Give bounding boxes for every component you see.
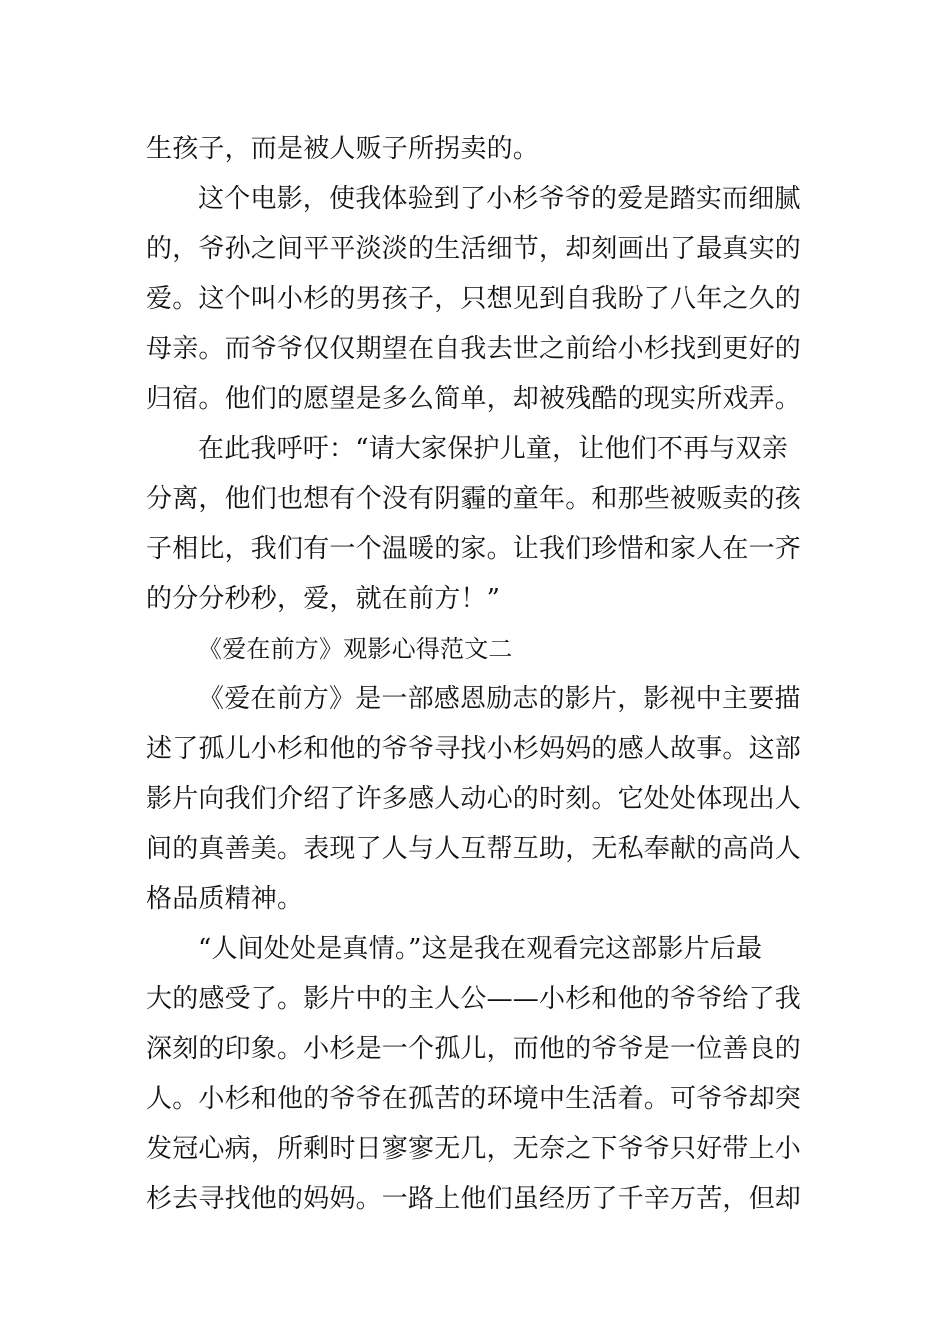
- text-line: 归宿。他们的愿望是多么简单，却被残酷的现实所戏弄。: [146, 384, 802, 414]
- text-line: 深刻的印象。小杉是一个孤儿，而他的爷爷是一位善良的: [146, 1034, 802, 1064]
- text-line: 影片向我们介绍了许多感人动心的时刻。它处处体现出人: [146, 784, 802, 814]
- paragraph-start-line: 这个电影，使我体验到了小杉爷爷的爱是踏实而细腻: [198, 184, 801, 214]
- text-line: 发冠心病，所剩时日寥寥无几，无奈之下爷爷只好带上小: [146, 1134, 802, 1164]
- text-line: 爱。这个叫小杉的男孩子，只想见到自我盼了八年之久的: [146, 284, 802, 314]
- text-line: 述了孤儿小杉和他的爷爷寻找小杉妈妈的感人故事。这部: [146, 734, 802, 764]
- paragraph-start-line: “人间处处是真情。”这是我在观看完这部影片后最: [198, 934, 763, 964]
- text-line: 大的感受了。影片中的主人公——小杉和他的爷爷给了我: [146, 984, 802, 1014]
- paragraph-start-line: 《爱在前方》是一部感恩励志的影片，影视中主要描: [198, 684, 801, 714]
- text-line: 子相比，我们有一个温暖的家。让我们珍惜和家人在一齐: [146, 534, 802, 564]
- text-line: 间的真善美。表现了人与人互帮互助，无私奉献的高尚人: [146, 834, 802, 864]
- text-line: 的分分秒秒，爱，就在前方！”: [146, 584, 501, 614]
- paragraph-start-line: 在此我呼吁：“请大家保护儿童，让他们不再与双亲: [198, 434, 788, 464]
- text-line: 人。小杉和他的爷爷在孤苦的环境中生活着。可爷爷却突: [146, 1084, 802, 1114]
- section-heading: 《爱在前方》观影心得范文二: [198, 635, 513, 663]
- text-line: 分离，他们也想有个没有阴霾的童年。和那些被贩卖的孩: [146, 484, 802, 514]
- text-line: 母亲。而爷爷仅仅期望在自我去世之前给小杉找到更好的: [146, 334, 802, 364]
- text-line: 生孩子，而是被人贩子所拐卖的。: [146, 134, 540, 164]
- text-line: 的，爷孙之间平平淡淡的生活细节，却刻画出了最真实的: [146, 234, 802, 264]
- text-line: 杉去寻找他的妈妈。一路上他们虽经历了千辛万苦，但却: [146, 1184, 802, 1214]
- text-line: 格品质精神。: [146, 884, 304, 914]
